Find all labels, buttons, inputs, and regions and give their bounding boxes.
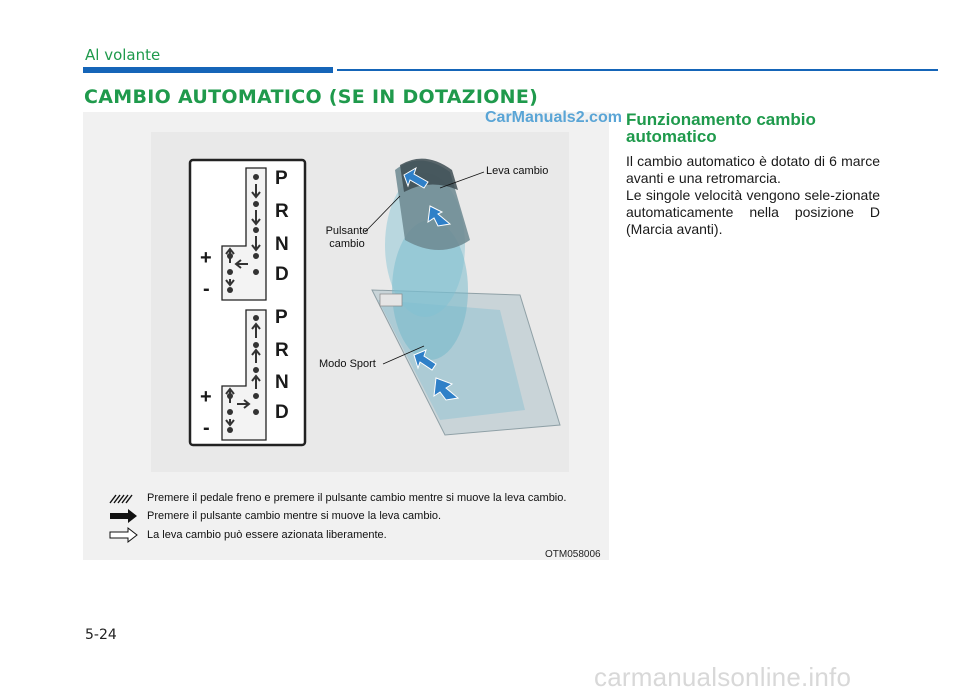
subsection-title: Funzionamento cambio automatico (626, 110, 816, 146)
figure-code: OTM058006 (545, 549, 601, 560)
gate-upper-minus: - (203, 278, 210, 300)
callout-lever: Leva cambio (486, 165, 549, 177)
page-number: 5-24 (85, 627, 117, 643)
paragraph-2: Le singole velocità vengono sele-zionate automaticamente nella posizione D (Marcia avanti). (626, 187, 880, 237)
page-title: CAMBIO AUTOMATICO (SE IN DOTAZIONE) (84, 86, 539, 108)
gate-lower-minus: - (203, 417, 210, 439)
callout-button-line1: Pulsante (325, 225, 369, 237)
figure-watermark: CarManuals2.com (485, 109, 622, 126)
site-watermark: carmanualsonline.info (594, 662, 852, 692)
gate-lower-letter-r: R (275, 340, 289, 361)
gate-lower-letter-d: D (275, 402, 289, 423)
legend-icon-outline (110, 528, 137, 542)
legend-text-solid: Premere il pulsante cambio mentre si muove la leva cambio. (147, 510, 442, 522)
gate-lower-plus: + (200, 386, 212, 408)
callout-button (318, 225, 376, 251)
legend-icon-solid (110, 509, 137, 523)
gate-upper-plus: + (200, 247, 212, 269)
gate-upper-letter-r: R (275, 201, 289, 222)
gate-lower-letter-p: P (275, 307, 288, 328)
legend-icon-hatched (110, 495, 132, 503)
legend-text-outline: La leva cambio può essere azionata liberamente. (147, 529, 387, 541)
callout-sport: Modo Sport (319, 358, 376, 370)
gate-upper-letter-d: D (275, 264, 289, 285)
gate-upper-letter-p: P (275, 168, 288, 189)
gate-upper-letter-n: N (275, 234, 289, 255)
paragraph-1: Il cambio automatico è dotato di 6 marce avanti e una retromarcia. (626, 153, 880, 186)
section-label: Al volante (85, 46, 161, 64)
gate-lower-letter-n: N (275, 372, 289, 393)
legend-text-hatched: Premere il pedale freno e premere il pulsante cambio mentre si muove la leva cambio. (147, 492, 567, 504)
callout-button-line2: cambio (329, 238, 365, 250)
